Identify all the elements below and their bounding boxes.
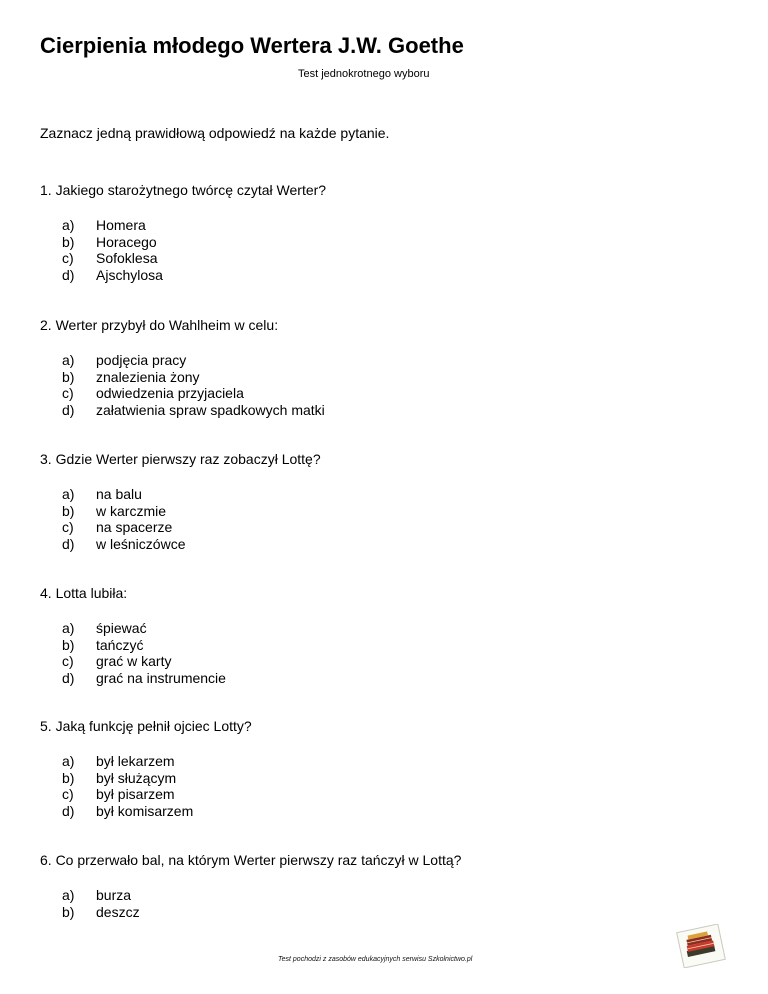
answer-text: na spacerze bbox=[96, 519, 173, 536]
answer-letter: b) bbox=[62, 769, 75, 786]
answer-list bbox=[40, 620, 740, 687]
answer-option[interactable] bbox=[40, 753, 740, 770]
answer-letter: a) bbox=[62, 620, 75, 636]
answer-text: Homera bbox=[96, 217, 146, 233]
answer-letter: c) bbox=[62, 250, 74, 267]
page-subtitle: Test jednokrotnego wyboru bbox=[298, 68, 430, 80]
answer-text: był służącym bbox=[96, 769, 177, 786]
answer-option[interactable] bbox=[40, 250, 740, 267]
answer-letter: b) bbox=[62, 368, 75, 385]
answer-option[interactable] bbox=[40, 519, 740, 536]
answer-text: Horacego bbox=[96, 233, 157, 250]
answer-letter: b) bbox=[62, 233, 75, 250]
question-text: 6. Co przerwało bal, na którym Werter pierwszy raz tańczył w Lottą? bbox=[40, 852, 462, 868]
answer-option[interactable] bbox=[40, 402, 740, 419]
answer-text: Ajschylosa bbox=[96, 267, 163, 284]
question-2 bbox=[40, 317, 740, 419]
answer-option[interactable] bbox=[40, 217, 740, 234]
answer-text: deszcz bbox=[96, 903, 140, 920]
question-text: 3. Gdzie Werter pierwszy raz zobaczył Lottę? bbox=[40, 451, 321, 467]
answer-letter: c) bbox=[62, 519, 74, 536]
answer-list bbox=[40, 753, 740, 820]
answer-option[interactable] bbox=[40, 536, 740, 553]
answer-letter: d) bbox=[62, 803, 75, 820]
answer-option[interactable] bbox=[40, 385, 740, 402]
answer-text: śpiewać bbox=[96, 620, 147, 636]
footer-note: Test pochodzi z zasobów edukacyjnych serwisu Szkolnictwo.pl bbox=[278, 956, 473, 963]
answer-letter: c) bbox=[62, 786, 74, 803]
answer-letter: d) bbox=[62, 536, 75, 553]
answer-option[interactable] bbox=[40, 770, 740, 787]
answer-option[interactable] bbox=[40, 234, 740, 251]
question-text: 2. Werter przybył do Wahlheim w celu: bbox=[40, 317, 279, 333]
answer-option[interactable] bbox=[40, 267, 740, 284]
answer-option[interactable] bbox=[40, 786, 740, 803]
answer-letter: b) bbox=[62, 636, 75, 653]
answer-text: załatwienia spraw spadkowych matki bbox=[96, 402, 325, 419]
answer-text: podjęcia pracy bbox=[96, 352, 187, 368]
answer-letter: d) bbox=[62, 402, 75, 419]
answer-letter: c) bbox=[62, 385, 74, 402]
answer-text: grać w karty bbox=[96, 653, 172, 670]
question-3 bbox=[40, 451, 740, 553]
question-5 bbox=[40, 718, 740, 820]
answer-letter: a) bbox=[62, 217, 75, 233]
question-text: 1. Jakiego starożytnego twórcę czytał Werter? bbox=[40, 182, 327, 198]
answer-text: burza bbox=[96, 887, 132, 903]
answer-letter: d) bbox=[62, 267, 75, 284]
question-1 bbox=[40, 182, 740, 284]
answer-list bbox=[40, 217, 740, 284]
answer-option[interactable] bbox=[40, 620, 740, 637]
answer-option[interactable] bbox=[40, 670, 740, 687]
answer-option[interactable] bbox=[40, 503, 740, 520]
answer-letter: b) bbox=[62, 502, 75, 519]
answer-letter: d) bbox=[62, 670, 75, 687]
answer-list bbox=[40, 887, 740, 920]
answer-option[interactable] bbox=[40, 887, 740, 904]
answer-text: był lekarzem bbox=[96, 753, 175, 769]
answer-text: w karczmie bbox=[96, 502, 167, 519]
question-6 bbox=[40, 852, 740, 920]
answer-option[interactable] bbox=[40, 904, 740, 921]
answer-letter: a) bbox=[62, 486, 75, 502]
answer-letter: a) bbox=[62, 887, 75, 903]
answer-text: był komisarzem bbox=[96, 803, 194, 820]
answer-text: Sofoklesa bbox=[96, 250, 158, 267]
answer-option[interactable] bbox=[40, 803, 740, 820]
answer-letter: b) bbox=[62, 903, 75, 920]
answer-list bbox=[40, 486, 740, 553]
answer-text: w leśniczówce bbox=[96, 536, 186, 553]
answer-text: na balu bbox=[96, 486, 142, 502]
answer-option[interactable] bbox=[40, 653, 740, 670]
question-4 bbox=[40, 585, 740, 687]
answer-option[interactable] bbox=[40, 352, 740, 369]
answer-option[interactable] bbox=[40, 369, 740, 386]
page-title: Cierpienia młodego Wertera J.W. Goethe bbox=[40, 33, 464, 58]
question-text: 4. Lotta lubiła: bbox=[40, 585, 128, 601]
answer-text: był pisarzem bbox=[96, 786, 175, 803]
answer-list bbox=[40, 352, 740, 419]
answer-text: znalezienia żony bbox=[96, 368, 200, 385]
instruction-text: Zaznacz jedną prawidłową odpowiedź na każde pytanie. bbox=[40, 125, 390, 141]
answer-option[interactable] bbox=[40, 486, 740, 503]
books-icon bbox=[676, 924, 726, 968]
answer-text: tańczyć bbox=[96, 636, 144, 653]
answer-option[interactable] bbox=[40, 637, 740, 654]
answer-text: odwiedzenia przyjaciela bbox=[96, 385, 244, 402]
answer-letter: a) bbox=[62, 753, 75, 769]
question-text: 5. Jaką funkcję pełnił ojciec Lotty? bbox=[40, 718, 252, 734]
answer-letter: a) bbox=[62, 352, 75, 368]
answer-letter: c) bbox=[62, 653, 74, 670]
answer-text: grać na instrumencie bbox=[96, 670, 226, 687]
